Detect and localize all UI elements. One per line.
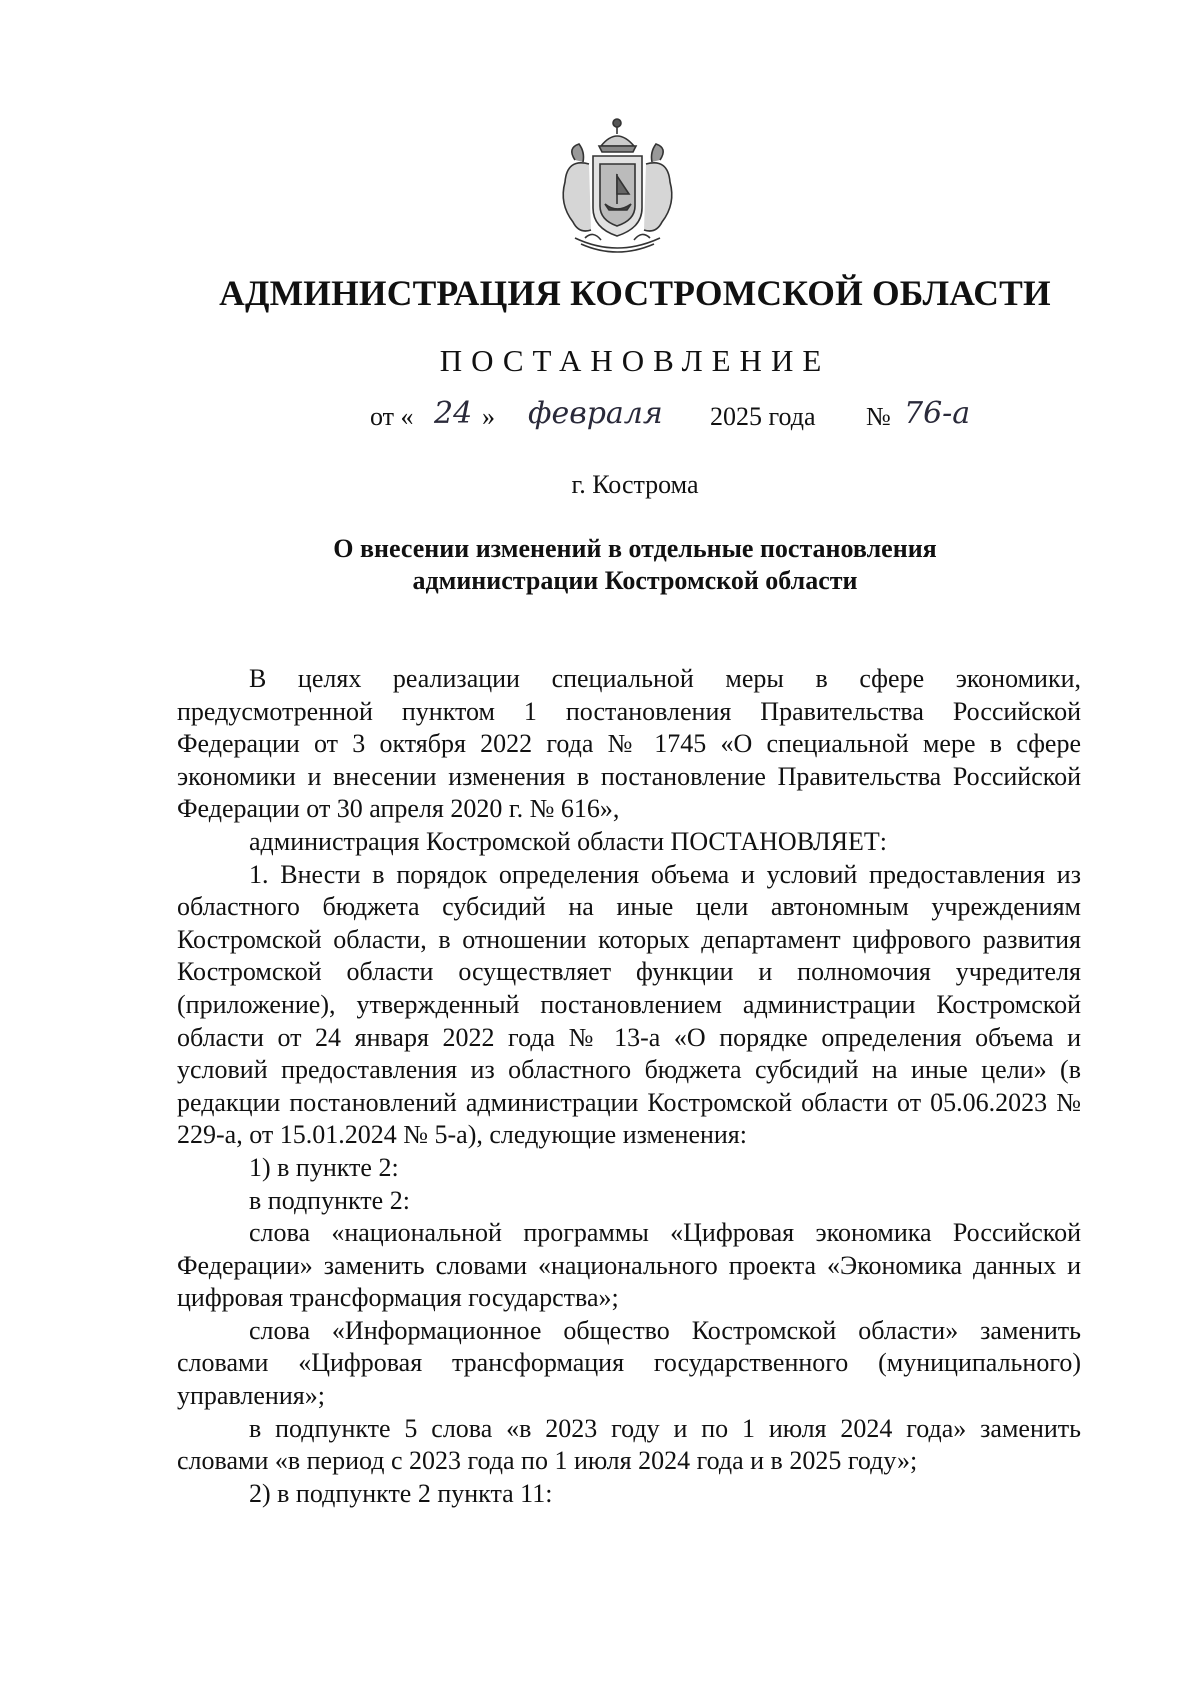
date-day-close: »	[482, 402, 495, 431]
subject-line-1: О внесении изменений в отдельные постановления	[333, 534, 937, 563]
document-subject	[0, 533, 1200, 597]
city-line: г. Кострома	[571, 470, 699, 499]
subitem-paragraph: 1) в пункте 2:	[249, 1152, 399, 1182]
item-1-paragraph: 1. Внести в порядок определения объема и условий предоставления из областного бюджета субсидий на иные цели автономным учреждениям Костромской области, в отношении которых департамент цифрового развития Костромской области осуществляет функции и полномочия учредителя (приложение), утвержденный постановлением администрации Костромской области от 24 января 2022 года № 13-а «О порядке определения объема и условий предоставления из областного бюджета субсидий на иные цели» (в редакции постановлений администрации Костромской области от 05.06.2023 № 229-а, от 15.01.2024 № 5-а), следующие изменения:	[177, 859, 1081, 1150]
number-label: №	[866, 402, 891, 431]
date-prefix: от «	[370, 402, 414, 431]
handwritten-month: февраля	[528, 396, 663, 431]
document-body	[177, 663, 1081, 1510]
amendment-paragraph: слова «Информационное общество Костромской области» заменить словами «Цифровая трансформация государственного (муниципального) управления»;	[177, 1315, 1081, 1411]
date-year: 2025 года	[710, 402, 816, 431]
document-type-heading: ПОСТАНОВЛЕНИЕ	[439, 343, 831, 378]
preamble-paragraph: В целях реализации специальной меры в сфере экономики, предусмотренной пунктом 1 постановления Правительства Российской Федерации от 3 октября 2022 года № 1745 «О специальной мере в сфере экономики и внесении изменения в постановление Правительства Российской Федерации от 30 апреля 2020 г. № 616»,	[177, 664, 1081, 824]
amendment-paragraph: слова «национальной программы «Цифровая экономика Российской Федерации» заменить словами «национального проекта «Экономика данных и цифровая трансформация государства»;	[177, 1218, 1081, 1313]
resolution-paragraph: администрация Костромской области ПОСТАНОВЛЯЕТ:	[249, 826, 888, 856]
amendment-paragraph: в подпункте 5 слова «в 2023 году и по 1 июля 2024 года» заменить словами «в период с 2023 года по 1 июля 2024 года и в 2025 году»;	[177, 1413, 1081, 1476]
handwritten-number: 76-а	[904, 396, 971, 431]
coat-of-arms-icon	[545, 112, 690, 260]
subitem-paragraph: 2) в подпункте 2 пункта 11:	[249, 1478, 553, 1508]
subject-line-2: администрации Костромской области	[412, 566, 858, 595]
handwritten-day: 24	[434, 396, 473, 431]
organization-title: АДМИНИСТРАЦИЯ КОСТРОМСКОЙ ОБЛАСТИ	[219, 273, 1051, 313]
subitem-paragraph: в подпункте 2:	[249, 1185, 410, 1215]
date-number-line	[0, 396, 1200, 452]
